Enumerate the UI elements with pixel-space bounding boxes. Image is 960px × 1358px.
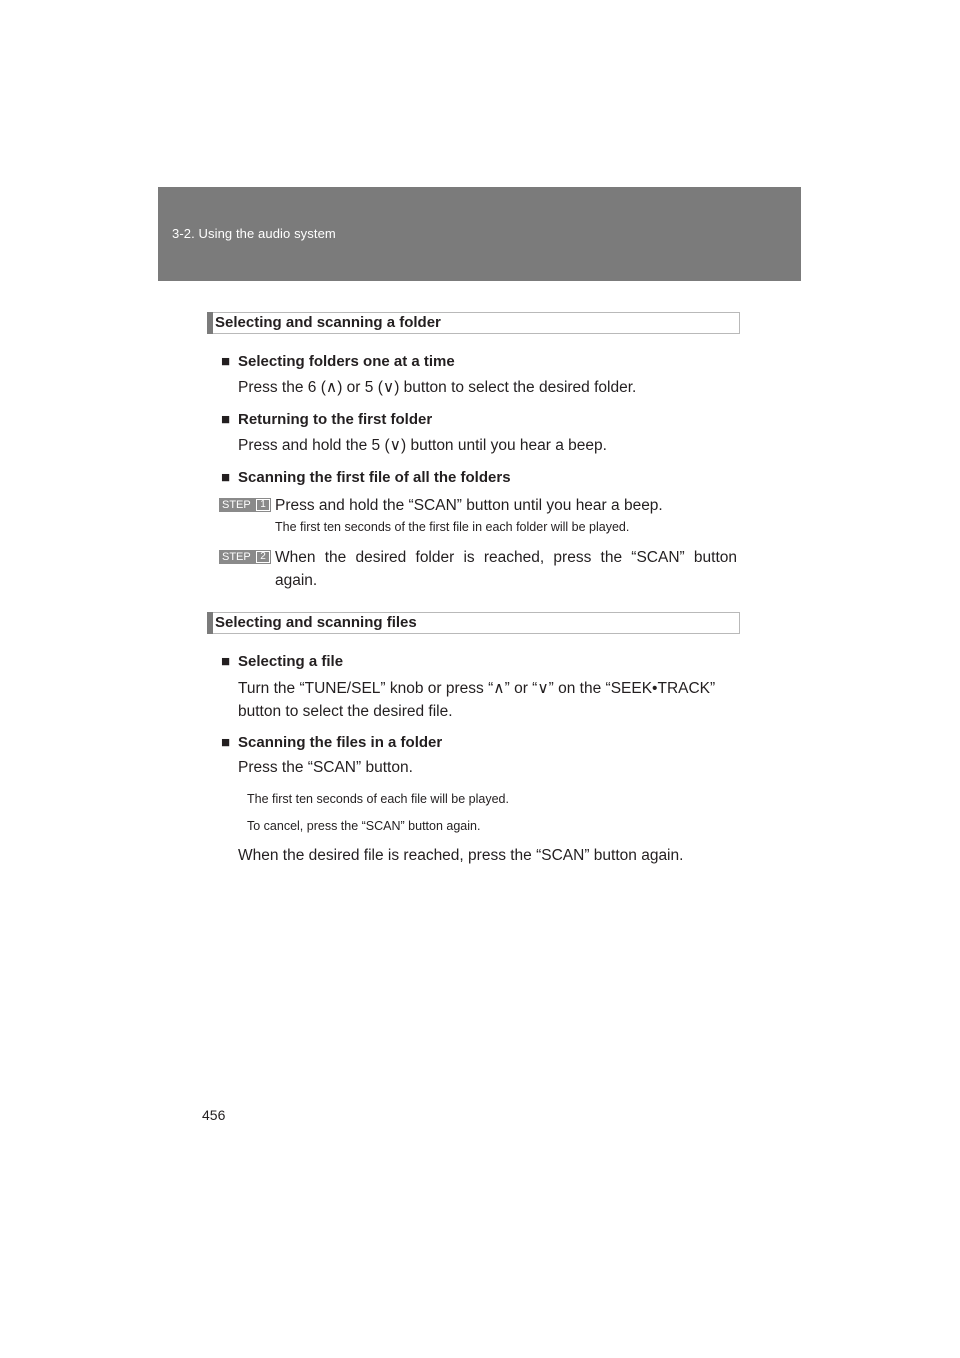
page-number: 456 xyxy=(202,1107,226,1123)
step-2-text: When the desired folder is reached, press the “SCAN” button again. xyxy=(275,549,737,589)
section-heading-files xyxy=(207,612,740,634)
step-number: 2 xyxy=(256,551,270,563)
step-1-note: The first ten seconds of the first file in each folder will be played. xyxy=(275,520,630,534)
sub-heading-returning xyxy=(221,411,432,428)
step-badge-1 xyxy=(219,498,271,512)
body-text: Press and hold the 5 (∨) button until you hear a beep. xyxy=(238,437,607,454)
body-text: Turn the “TUNE/SEL” knob or press “∧” or “∨” on the “SEEK•TRACK” button to select the desired file. xyxy=(238,680,716,720)
sub-heading-text: Selecting a file xyxy=(238,653,344,670)
step-number: 1 xyxy=(256,499,270,511)
header-bar xyxy=(158,187,801,281)
body-text: Press the 6 (∧) or 5 (∨) button to select the desired folder. xyxy=(238,379,637,396)
note-text: To cancel, press the “SCAN” button again. xyxy=(247,819,481,833)
note-text: The first ten seconds of each file will be played. xyxy=(247,792,509,806)
body-text: When the desired file is reached, press the “SCAN” button again. xyxy=(238,847,684,864)
sub-heading-selecting-folders xyxy=(221,353,455,370)
sub-heading-text: Scanning the first file of all the folders xyxy=(238,469,511,486)
bullet-square: ■ xyxy=(221,469,231,486)
section-heading-text: Selecting and scanning files xyxy=(215,614,417,631)
bullet-square: ■ xyxy=(221,653,231,670)
section-accent xyxy=(207,612,213,634)
sub-heading-selecting-file xyxy=(221,653,343,670)
step-1-text: Press and hold the “SCAN” button until you hear a beep. xyxy=(275,497,663,514)
bullet-square: ■ xyxy=(221,353,231,370)
step-label: STEP xyxy=(222,499,251,511)
section-accent xyxy=(207,312,213,334)
step-badge-2 xyxy=(219,550,271,564)
header-title: 3-2. Using the audio system xyxy=(172,226,336,241)
sub-heading-scanning-files xyxy=(221,734,442,751)
section-heading-text: Selecting and scanning a folder xyxy=(215,314,441,331)
step-label: STEP xyxy=(222,551,251,563)
sub-heading-text: Returning to the first folder xyxy=(238,411,433,428)
body-text: Press the “SCAN” button. xyxy=(238,759,413,776)
section-heading-folder xyxy=(207,312,740,334)
sub-heading-text: Selecting folders one at a time xyxy=(238,353,455,370)
bullet-square: ■ xyxy=(221,411,231,428)
bullet-square: ■ xyxy=(221,734,231,751)
sub-heading-text: Scanning the files in a folder xyxy=(238,734,443,751)
sub-heading-scanning-folders xyxy=(221,469,511,486)
